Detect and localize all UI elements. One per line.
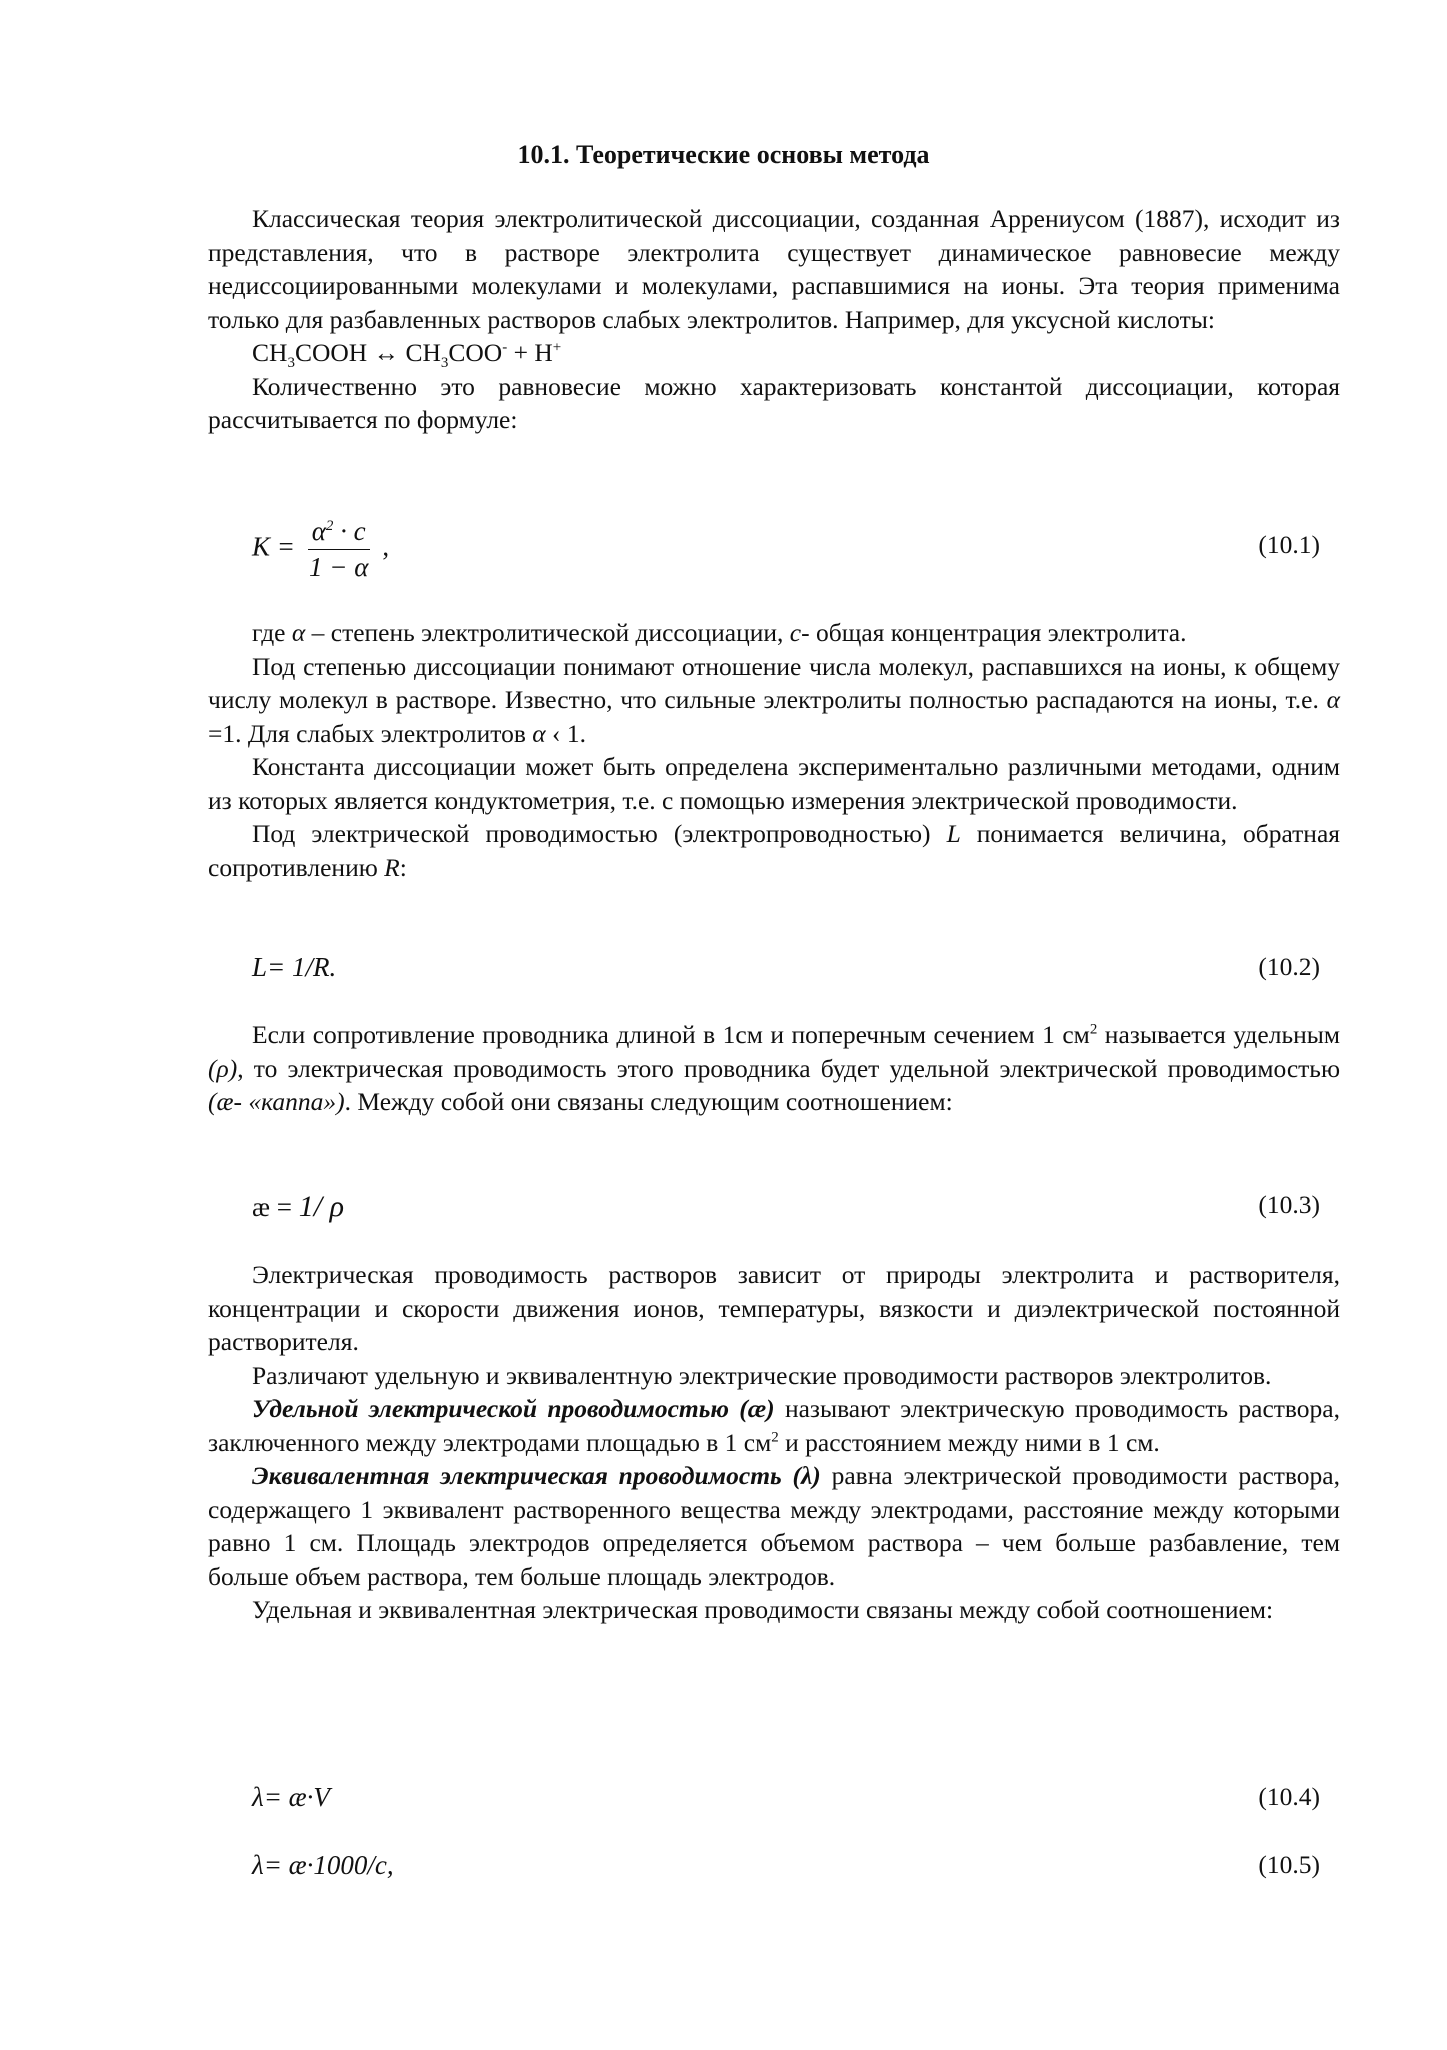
formula-10-1 [252,512,1320,582]
paragraph-kinds: Различают удельную и эквивалентную электрические проводимости растворов электролитов. [252,1360,1272,1390]
formula-10-3-expression: æ = 1/ ρ [252,1190,344,1223]
formula-number: (10.5) [1258,1850,1320,1879]
formula-10-2 [252,952,1320,992]
paragraph-methods: Константа диссоциации может быть определена экспериментально различными методами, одним из которых является кондуктометрия, т.е. с помощью измерения электрической проводимости. [208,752,1340,815]
paragraph-resistivity: Если сопротивление проводника длиной в 1см и поперечным сечением 1 $см^2$ называется удельным (ρ), то электрическая проводимость этого проводника будет удельной электрической проводимостью (æ- «каппа»). Между собой они связаны следующим соотношением: [208,1020,1340,1116]
text-block-4 [208,1258,1340,1627]
formula-number: (10.3) [1258,1190,1320,1219]
formula-10-4-expression: λ= æ·V [252,1782,330,1812]
formula-number: (10.1) [1258,530,1320,559]
paragraph-conductance: Под электрической проводимостью (электропроводностью) L понимается величина, обратная сопротивлению R: [208,819,1340,882]
paragraph-equivalent-definition: Эквивалентная электрическая проводимость (λ) равна электрической проводимости раствора, содержащего 1 эквивалент растворенного вещества между электродами, расстояние между которыми равно 1 см. Площадь электродов определяется объемом раствора – чем больше разбавление, тем больше объем раствора, тем больше площадь электродов. [208,1461,1340,1591]
fraction: $\frac{\alpha^2 \cdot c}{1 - \alpha}$ [308,516,369,582]
paragraph-degree: Под степенью диссоциации понимают отношение числа молекул, распавшихся на ионы, к общему числу молекул в растворе. Известно, что сильные электролиты полностью распадаются на ионы, т.е. α =1. Для слабых электролитов α ‹ 1. [208,651,1340,748]
formula-10-5 [252,1850,1320,1890]
paragraph-constant: Количественно это равновесие можно характеризовать константой диссоциации, которая рассчитывается по формуле: [208,371,1340,434]
paragraph-intro: Классическая теория электролитической диссоциации, созданная Аррениусом (1887), исходит из представления, что в растворе электролита существует динамическое равновесие между недиссоциированными молекулами и молекулами, распавшимися на ионы. Эта теория применима только для разбавленных растворов слабых электролитов. Например, для уксусной кислоты: [208,204,1340,334]
reaction-equation: $CH_3COOH$ ↔ $CH_3COO^- + H^+$ [252,338,562,372]
paragraph-where: где α – степень электролитической диссоциации, с- общая концентрация электролита. [252,618,1187,647]
formula-10-3 [252,1190,1320,1230]
section-heading: 10.1. Теоретические основы метода [517,140,930,169]
formula-10-1-expression: K = $\frac{\alpha^2 \cdot c}{1 - \alpha}$ , [252,516,390,582]
text-block-2 [208,616,1340,884]
formula-number: (10.2) [1258,952,1320,981]
paragraph-specific-definition: Удельной электрической проводимостью (æ) называют электрическую проводимость раствора, заключенного между электродами площадью в 1 $см^2$ и расстоянием между ними в 1 см. [208,1394,1340,1457]
paragraph-dependence: Электрическая проводимость растворов зависит от природы электролита и растворителя, концентрации и скорости движения ионов, температуры, вязкости и диэлектрической постоянной растворителя. [208,1260,1340,1356]
formula-10-4 [252,1782,1320,1822]
formula-10-5-expression: λ= æ·1000/c, [252,1850,394,1880]
text-block-3 [208,1018,1340,1119]
formula-number: (10.4) [1258,1782,1320,1811]
paragraph-relation: Удельная и эквивалентная электрическая проводимости связаны между собой соотношением: [252,1595,1274,1624]
formula-10-2-expression: L= 1/R. [252,952,337,982]
text-block-1 [208,202,1340,437]
